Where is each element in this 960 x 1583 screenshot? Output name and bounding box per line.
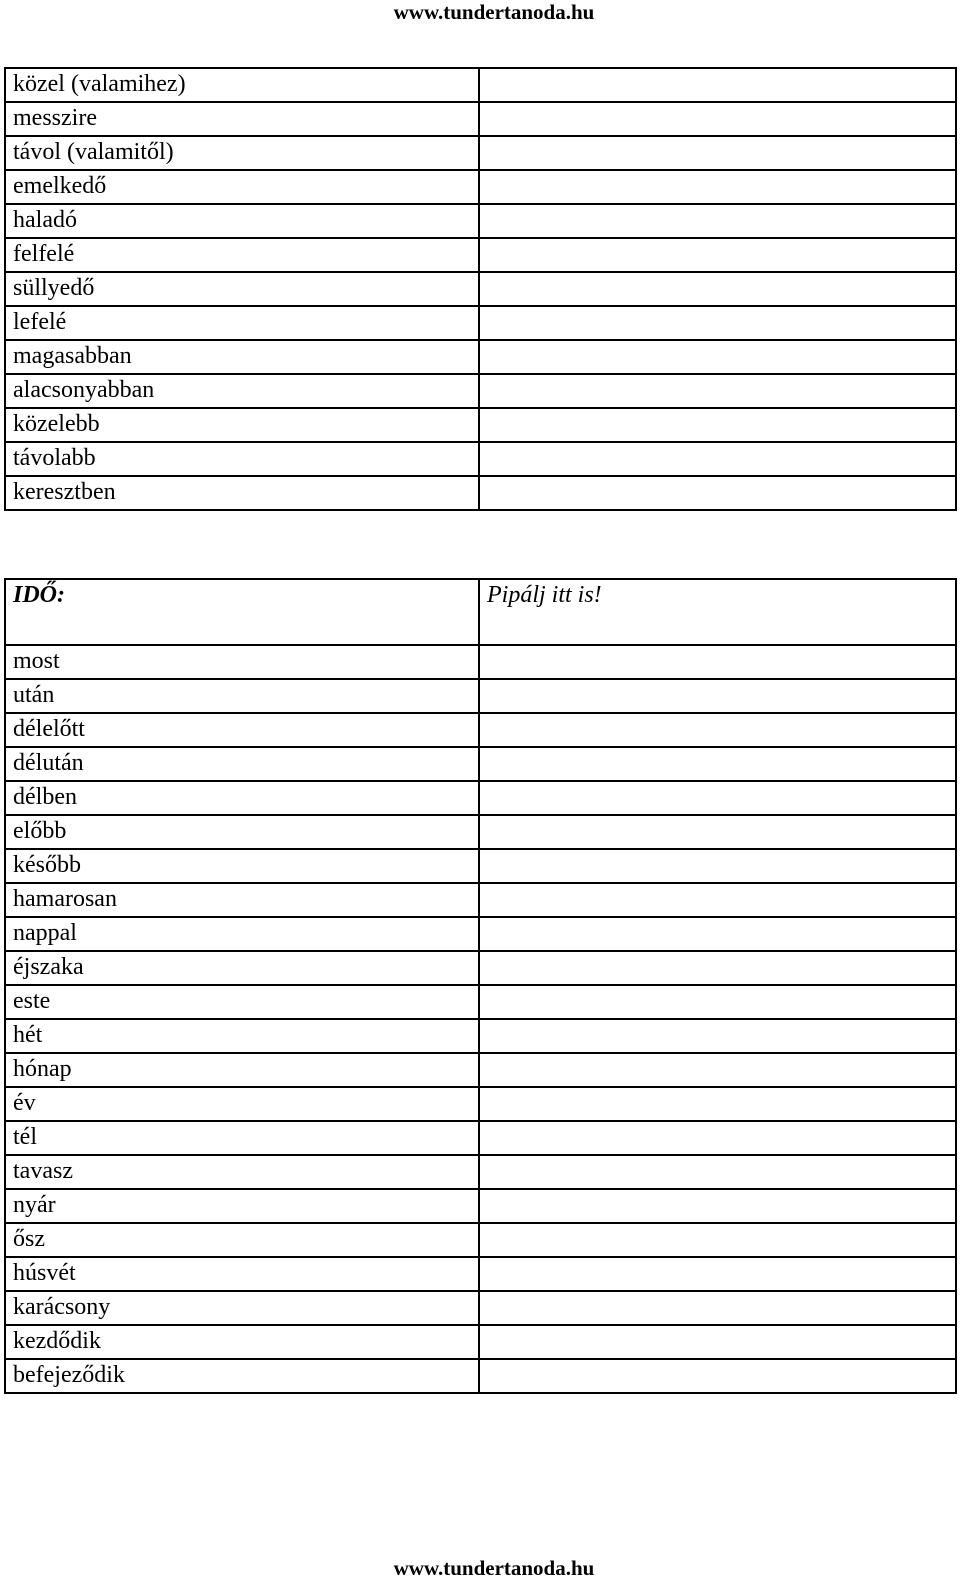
word-label: közelebb [5,408,479,442]
word-label: hamarosan [5,883,479,917]
word-label: kezdődik [5,1325,479,1359]
tick-box-cell[interactable] [479,1359,956,1393]
word-label: délelőtt [5,713,479,747]
tick-box-cell[interactable] [479,747,956,781]
word-row [5,883,956,917]
tick-box-cell[interactable] [479,1121,956,1155]
tick-box-cell[interactable] [479,1019,956,1053]
word-label: távolabb [5,442,479,476]
word-row [5,1325,956,1359]
time-word-table [4,578,957,1394]
tick-box-cell[interactable] [479,1223,956,1257]
tick-box-cell[interactable] [479,340,956,374]
word-row [5,679,956,713]
tick-box-cell[interactable] [479,815,956,849]
word-row [5,1053,956,1087]
word-label: lefelé [5,306,479,340]
word-row [5,476,956,510]
tick-instruction: Pipálj itt is! [479,579,956,645]
word-label: este [5,985,479,1019]
tick-box-cell[interactable] [479,136,956,170]
word-row [5,917,956,951]
word-row [5,781,956,815]
tick-box-cell[interactable] [479,951,956,985]
tick-box-cell[interactable] [479,1053,956,1087]
tick-box-cell[interactable] [479,238,956,272]
word-label: közel (valamihez) [5,68,479,102]
time-section-heading: IDŐ: [5,579,479,645]
word-label: süllyedő [5,272,479,306]
site-url-header: www.tundertanoda.hu [393,0,595,24]
place-word-table [4,67,957,511]
tick-box-cell[interactable] [479,1257,956,1291]
word-label: távol (valamitől) [5,136,479,170]
word-label: magasabban [5,340,479,374]
word-row [5,340,956,374]
tick-box-cell[interactable] [479,306,956,340]
tick-box-cell[interactable] [479,1189,956,1223]
word-label: messzire [5,102,479,136]
word-label: hónap [5,1053,479,1087]
word-row [5,1155,956,1189]
word-row [5,1087,956,1121]
tick-box-cell[interactable] [479,645,956,679]
word-row [5,374,956,408]
word-label: éjszaka [5,951,479,985]
tick-box-cell[interactable] [479,679,956,713]
word-row [5,272,956,306]
word-row [5,1189,956,1223]
word-row [5,1223,956,1257]
word-row [5,713,956,747]
tick-box-cell[interactable] [479,1291,956,1325]
word-label: alacsonyabban [5,374,479,408]
word-row [5,306,956,340]
word-row [5,1121,956,1155]
word-label: nappal [5,917,479,951]
word-label: most [5,645,479,679]
place-word-list [5,68,956,510]
word-label: később [5,849,479,883]
word-row [5,170,956,204]
tick-box-cell[interactable] [479,713,956,747]
word-row [5,1359,956,1393]
word-row [5,747,956,781]
tick-box-cell[interactable] [479,170,956,204]
word-label: nyár [5,1189,479,1223]
word-label: délben [5,781,479,815]
tick-box-cell[interactable] [479,408,956,442]
tick-box-cell[interactable] [479,883,956,917]
tick-box-cell[interactable] [479,442,956,476]
time-header-row [5,579,956,645]
tick-box-cell[interactable] [479,374,956,408]
word-row [5,204,956,238]
tick-box-cell[interactable] [479,849,956,883]
tick-box-cell[interactable] [479,1325,956,1359]
word-label: haladó [5,204,479,238]
word-label: ősz [5,1223,479,1257]
tick-box-cell[interactable] [479,985,956,1019]
time-word-list [5,579,956,1393]
word-label: felfelé [5,238,479,272]
word-label: húsvét [5,1257,479,1291]
tick-box-cell[interactable] [479,781,956,815]
tick-box-cell[interactable] [479,272,956,306]
word-label: hét [5,1019,479,1053]
tick-box-cell[interactable] [479,917,956,951]
word-row [5,1257,956,1291]
word-row [5,1291,956,1325]
word-row [5,951,956,985]
tick-box-cell[interactable] [479,1155,956,1189]
word-row [5,1019,956,1053]
word-row [5,442,956,476]
word-row [5,68,956,102]
word-row [5,102,956,136]
word-row [5,815,956,849]
tick-box-cell[interactable] [479,102,956,136]
tick-box-cell[interactable] [479,476,956,510]
word-row [5,408,956,442]
word-label: keresztben [5,476,479,510]
word-row [5,238,956,272]
word-label: befejeződik [5,1359,479,1393]
word-label: karácsony [5,1291,479,1325]
tick-box-cell[interactable] [479,204,956,238]
site-url-footer: www.tundertanoda.hu [393,1556,595,1580]
tick-box-cell[interactable] [479,68,956,102]
word-row [5,136,956,170]
word-label: év [5,1087,479,1121]
word-label: emelkedő [5,170,479,204]
tick-box-cell[interactable] [479,1087,956,1121]
word-label: délután [5,747,479,781]
word-row [5,849,956,883]
word-label: tavasz [5,1155,479,1189]
word-label: tél [5,1121,479,1155]
word-label: után [5,679,479,713]
word-row [5,985,956,1019]
word-row [5,645,956,679]
word-label: előbb [5,815,479,849]
